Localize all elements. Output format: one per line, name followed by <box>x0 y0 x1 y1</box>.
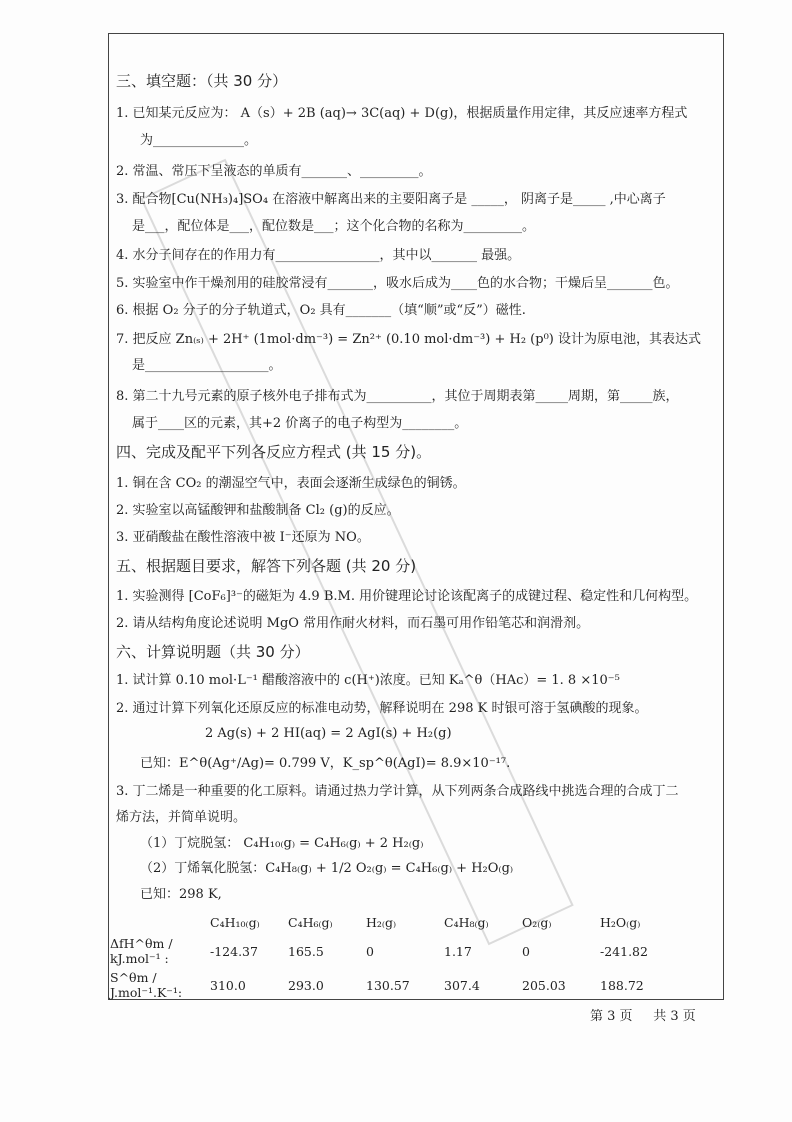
table-cell: 0 <box>366 943 374 959</box>
q3-5: 5. 实验室中作干燥剂用的硅胶常浸有_______，吸水后成为____色的水合物；干燥后呈_______色。 <box>116 276 679 291</box>
table-cell: 0 <box>522 943 530 959</box>
table-header: C₄H₆₍g₎ <box>288 914 333 930</box>
page-number: 第 3 页 <box>590 1009 633 1024</box>
table-header: C₄H₁₀₍g₎ <box>210 914 260 930</box>
section-6-title: 六、计算说明题（共 30 分） <box>116 643 310 661</box>
q6-2: 2. 通过计算下列氧化还原反应的标准电动势，解释说明在 298 K 时银可溶于氢碘酸的现象。 <box>116 701 648 716</box>
q6-2-given: 已知：E^θ(Ag⁺/Ag)= 0.799 V，K_sp^θ(AgI)= 8.9×10⁻¹⁷. <box>140 756 511 771</box>
section-4-title: 四、完成及配平下列各反应方程式 (共 15 分)。 <box>116 443 432 461</box>
q3-2: 2. 常温、常压下呈液态的单质有_______、_________。 <box>116 164 432 179</box>
table-header: O₂₍g₎ <box>522 914 552 930</box>
q3-1: 1. 已知某元反应为： A（s）+ 2B (aq)→ 3C(aq) + D(g)，根据质量作用定律，其反应速率方程式 <box>116 106 688 121</box>
table-cell: 205.03 <box>522 977 566 993</box>
table-cell: 1.17 <box>444 943 472 959</box>
table-header: H₂₍g₎ <box>366 914 397 930</box>
table-cell: 307.4 <box>444 977 480 993</box>
q6-3-given: 已知：298 K, <box>140 887 222 902</box>
q5-2: 2. 请从结构角度论述说明 MgO 常用作耐火材料，而石墨可用作铅笔芯和润滑剂。 <box>116 616 590 631</box>
row-label: S^θm / J.mol⁻¹.K⁻¹: <box>110 970 183 1000</box>
q6-3-cont: 烯方法，并简单说明。 <box>116 810 247 825</box>
q4-3: 3. 亚硝酸盐在酸性溶液中被 I⁻还原为 NO。 <box>116 530 370 545</box>
q3-4: 4. 水分子间存在的作用力有________________，其中以_______ 最强。 <box>116 248 521 263</box>
table-row <box>110 934 678 968</box>
table-cell: -241.82 <box>600 943 648 959</box>
q6-2-equation: 2 Ag(s) + 2 HI(aq) = 2 AgI(s) + H₂(g) <box>205 726 452 741</box>
page-footer <box>590 1005 696 1024</box>
route-1: （1）丁烷脱氢： C₄H₁₀₍g₎ = C₄H₆₍g₎ + 2 H₂₍g₎ <box>140 836 424 851</box>
section-5-title: 五、根据题目要求，解答下列各题 (共 20 分) <box>116 557 417 575</box>
q6-3: 3. 丁二烯是一种重要的化工原料。请通过热力学计算，从下列两条合成路线中挑选合理的合成丁二 <box>116 784 679 799</box>
table-row <box>110 968 678 1002</box>
q6-1: 1. 试计算 0.10 mol·L⁻¹ 醋酸溶液中的 c(H⁺)浓度。已知 Kₐ^θ（HAc）= 1. 8 ×10⁻⁵ <box>116 673 620 688</box>
table-cell: 310.0 <box>210 977 246 993</box>
table-cell: 188.72 <box>600 977 644 993</box>
table-cell: -124.37 <box>210 943 258 959</box>
q3-3: 3. 配合物[Cu(NH₃)₄]SO₄ 在溶液中解离出来的主要阳离子是 _____， 阴离子是_____ ,中心离子 <box>116 192 666 207</box>
table-header-row <box>110 910 678 934</box>
q3-7-cont: 是___________________。 <box>132 358 282 373</box>
table-header: H₂O₍g₎ <box>600 914 641 930</box>
section-3-title: 三、填空题：（共 30 分） <box>116 72 288 90</box>
q3-7: 7. 把反应 Zn₍ₛ₎ + 2H⁺ (1mol·dm⁻³) = Zn²⁺ (0.10 mol·dm⁻³) + H₂ (p⁰) 设计为原电池，其表达式 <box>116 332 701 347</box>
q3-1-cont: 为______________。 <box>140 133 258 148</box>
q4-1: 1. 铜在含 CO₂ 的潮湿空气中，表面会逐渐生成绿色的铜锈。 <box>116 476 466 491</box>
table-cell: 293.0 <box>288 977 324 993</box>
table-cell: 165.5 <box>288 943 324 959</box>
q3-8: 8. 第二十九号元素的原子核外电子排布式为__________，其位于周期表第_____周期，第_____族， <box>116 389 679 404</box>
table-cell: 130.57 <box>366 977 410 993</box>
row-label: ΔfH^θm / kJ.mol⁻¹ : <box>110 936 173 966</box>
q3-8-cont: 属于____区的元素，其+2 价离子的电子构型为________。 <box>132 416 468 431</box>
thermo-data-table <box>110 910 678 1002</box>
q4-2: 2. 实验室以高锰酸钾和盐酸制备 Cl₂ (g)的反应。 <box>116 503 400 518</box>
q3-3-cont: 是___，配位体是___，配位数是___；这个化合物的名称为_________。 <box>132 219 536 234</box>
route-2: （2）丁烯氧化脱氢：C₄H₈₍g₎ + 1/2 O₂₍g₎ = C₄H₆₍g₎ + H₂O₍g₎ <box>140 861 514 876</box>
q5-1: 1. 实验测得 [CoF₆]³⁻的磁矩为 4.9 B.M. 用价键理论讨论该配离子的成键过程、稳定性和几何构型。 <box>116 589 698 604</box>
table-header: C₄H₈₍g₎ <box>444 914 489 930</box>
q3-6: 6. 根据 O₂ 分子的分子轨道式，O₂ 具有_______（填“顺”或“反”）磁性. <box>116 303 526 318</box>
total-pages: 共 3 页 <box>653 1009 696 1024</box>
